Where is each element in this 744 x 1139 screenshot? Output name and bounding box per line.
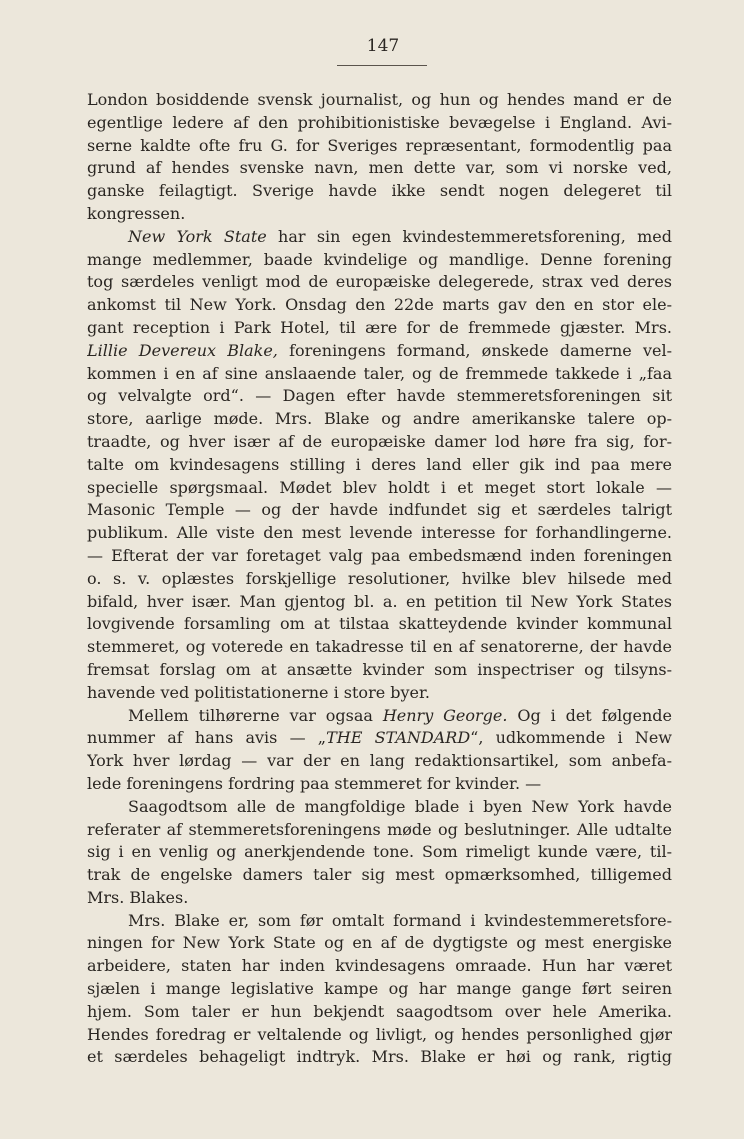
text-line: o. s. v. oplæstes forskjellige resolutioner, hvilke blev hilsede med — [87, 568, 672, 588]
text-line: havende ved politistationerne i store byer. — [87, 682, 430, 702]
text-line: London bosiddende svensk journalist, og hun og hendes mand er de — [87, 90, 672, 109]
text-line: hjem. Som taler er hun bekjendt saagodtsom over hele Amerika. — [87, 1001, 672, 1021]
text-line: tog særdeles venligt mod de europæiske delegerede, strax ved deres — [87, 272, 672, 292]
text-line: sjælen i mange legislative kampe og har mange gange ført seiren — [87, 979, 672, 999]
text-line: Masonic Temple — og der havde indfundet sig et særdeles talrigt — [87, 500, 672, 520]
text-line: referater af stemmeretsforeningens møde og beslutninger. Alle udtalte — [87, 819, 672, 839]
text-line: grund af hendes svenske navn, men dette var, som vi norske ved, — [87, 158, 672, 178]
text-line: ningen for New York State og en af de dygtigste og mest energiske — [87, 933, 672, 953]
italic-name: Henry George. — [382, 705, 508, 725]
italic-name: Lillie Devereux Blake, — [87, 340, 278, 360]
text-line: Mrs. Blake er, som før omtalt formand i kvindestemmeretsfore- — [128, 910, 672, 930]
text-line: Hendes foredrag er veltalende og livligt, og hendes personlighed gjør — [87, 1024, 672, 1044]
text-line: traadte, og hver især af de europæiske damer lod høre fra sig, for- — [87, 431, 672, 451]
text-line: sig i en venlig og anerkjendende tone. Som rimeligt kunde være, til- — [87, 842, 672, 862]
page-number: 147 — [366, 36, 400, 56]
text-line: lovgivende forsamling om at tilstaa skatteydende kvinder kommunal — [87, 614, 672, 634]
text-line: et særdeles behageligt indtryk. Mrs. Blake er høi og rank, rigtig — [87, 1047, 672, 1067]
italic-name: THE STANDARD — [326, 728, 471, 748]
text-line: kongressen. — [87, 203, 186, 223]
text-segment: Og i det følgende — [507, 705, 672, 725]
text-line: serne kaldte ofte fru G. for Sveriges repræsentant, formodentlig paa — [87, 135, 672, 155]
text-line: stemmeret, og voterede en takadresse til en af senatorerne, der havde — [87, 637, 672, 657]
text-line — [87, 705, 672, 728]
text-line: trak de engelske damers taler sig mest opmærksomhed, tilligemed — [87, 865, 672, 885]
text-line: Saagodtsom alle de mangfoldige blade i byen New York havde — [128, 796, 672, 816]
text-line: store, aarlige møde. Mrs. Blake og andre amerikanske talere op- — [87, 409, 672, 429]
text-line: — Efterat der var foretaget valg paa embedsmænd inden foreningen — [87, 545, 672, 565]
page-number-rule — [337, 65, 427, 66]
text-line: arbeidere, staten har inden kvindesagens omraade. Hun har været — [87, 956, 672, 976]
text-segment: nummer af hans avis — „ — [87, 728, 327, 748]
body-text — [87, 89, 672, 1069]
text-line — [87, 727, 672, 750]
text-segment: foreningens formand, ønskede damerne vel- — [277, 340, 672, 360]
text-line: lede foreningens fordring paa stemmeret for kvinder. — — [87, 773, 542, 793]
text-segment: “, udkommende i New — [470, 728, 672, 748]
text-line: bifald, hver især. Man gjentog bl. a. en petition til New York States — [87, 591, 672, 611]
text-line: specielle spørgsmaal. Mødet blev holdt i et meget stort lokale — — [87, 477, 672, 497]
text-line: kommen i en af sine anslaaende taler, og de fremmede takkede i „faa — [87, 363, 672, 383]
text-line: fremsat forslag om at ansætte kvinder som inspectriser og tilsyns- — [87, 659, 672, 679]
text-line: talte om kvindesagens stilling i deres land eller gik ind paa mere — [87, 454, 672, 474]
text-line: og velvalgte ord“. — Dagen efter havde stemmeretsforeningen sit — [87, 386, 672, 406]
text-line: mange medlemmer, baade kvindelige og mandlige. Denne forening — [87, 249, 672, 269]
text-line — [87, 340, 672, 363]
text-line: ganske feilagtigt. Sverige havde ikke sendt nogen delegeret til — [87, 181, 672, 201]
text-line: egentlige ledere af den prohibitionistiske bevægelse i England. Avi- — [87, 112, 672, 132]
text-segment: har sin egen kvindestemmeretsforening, med — [266, 226, 672, 246]
text-line: publikum. Alle viste den mest levende interesse for forhandlingerne. — [87, 523, 672, 543]
text-segment: Mellem tilhørerne var ogsaa — [128, 705, 383, 725]
text-line: ankomst til New York. Onsdag den 22de marts gav den en stor ele- — [87, 295, 672, 315]
text-line: gant reception i Park Hotel, til ære for de fremmede gjæster. Mrs. — [87, 317, 672, 337]
text-line: York hver lørdag — var der en lang redaktionsartikel, som anbefa- — [87, 751, 672, 771]
text-line: Mrs. Blakes. — [87, 887, 189, 907]
text-line — [87, 226, 672, 249]
italic-name: New York State — [128, 226, 267, 246]
